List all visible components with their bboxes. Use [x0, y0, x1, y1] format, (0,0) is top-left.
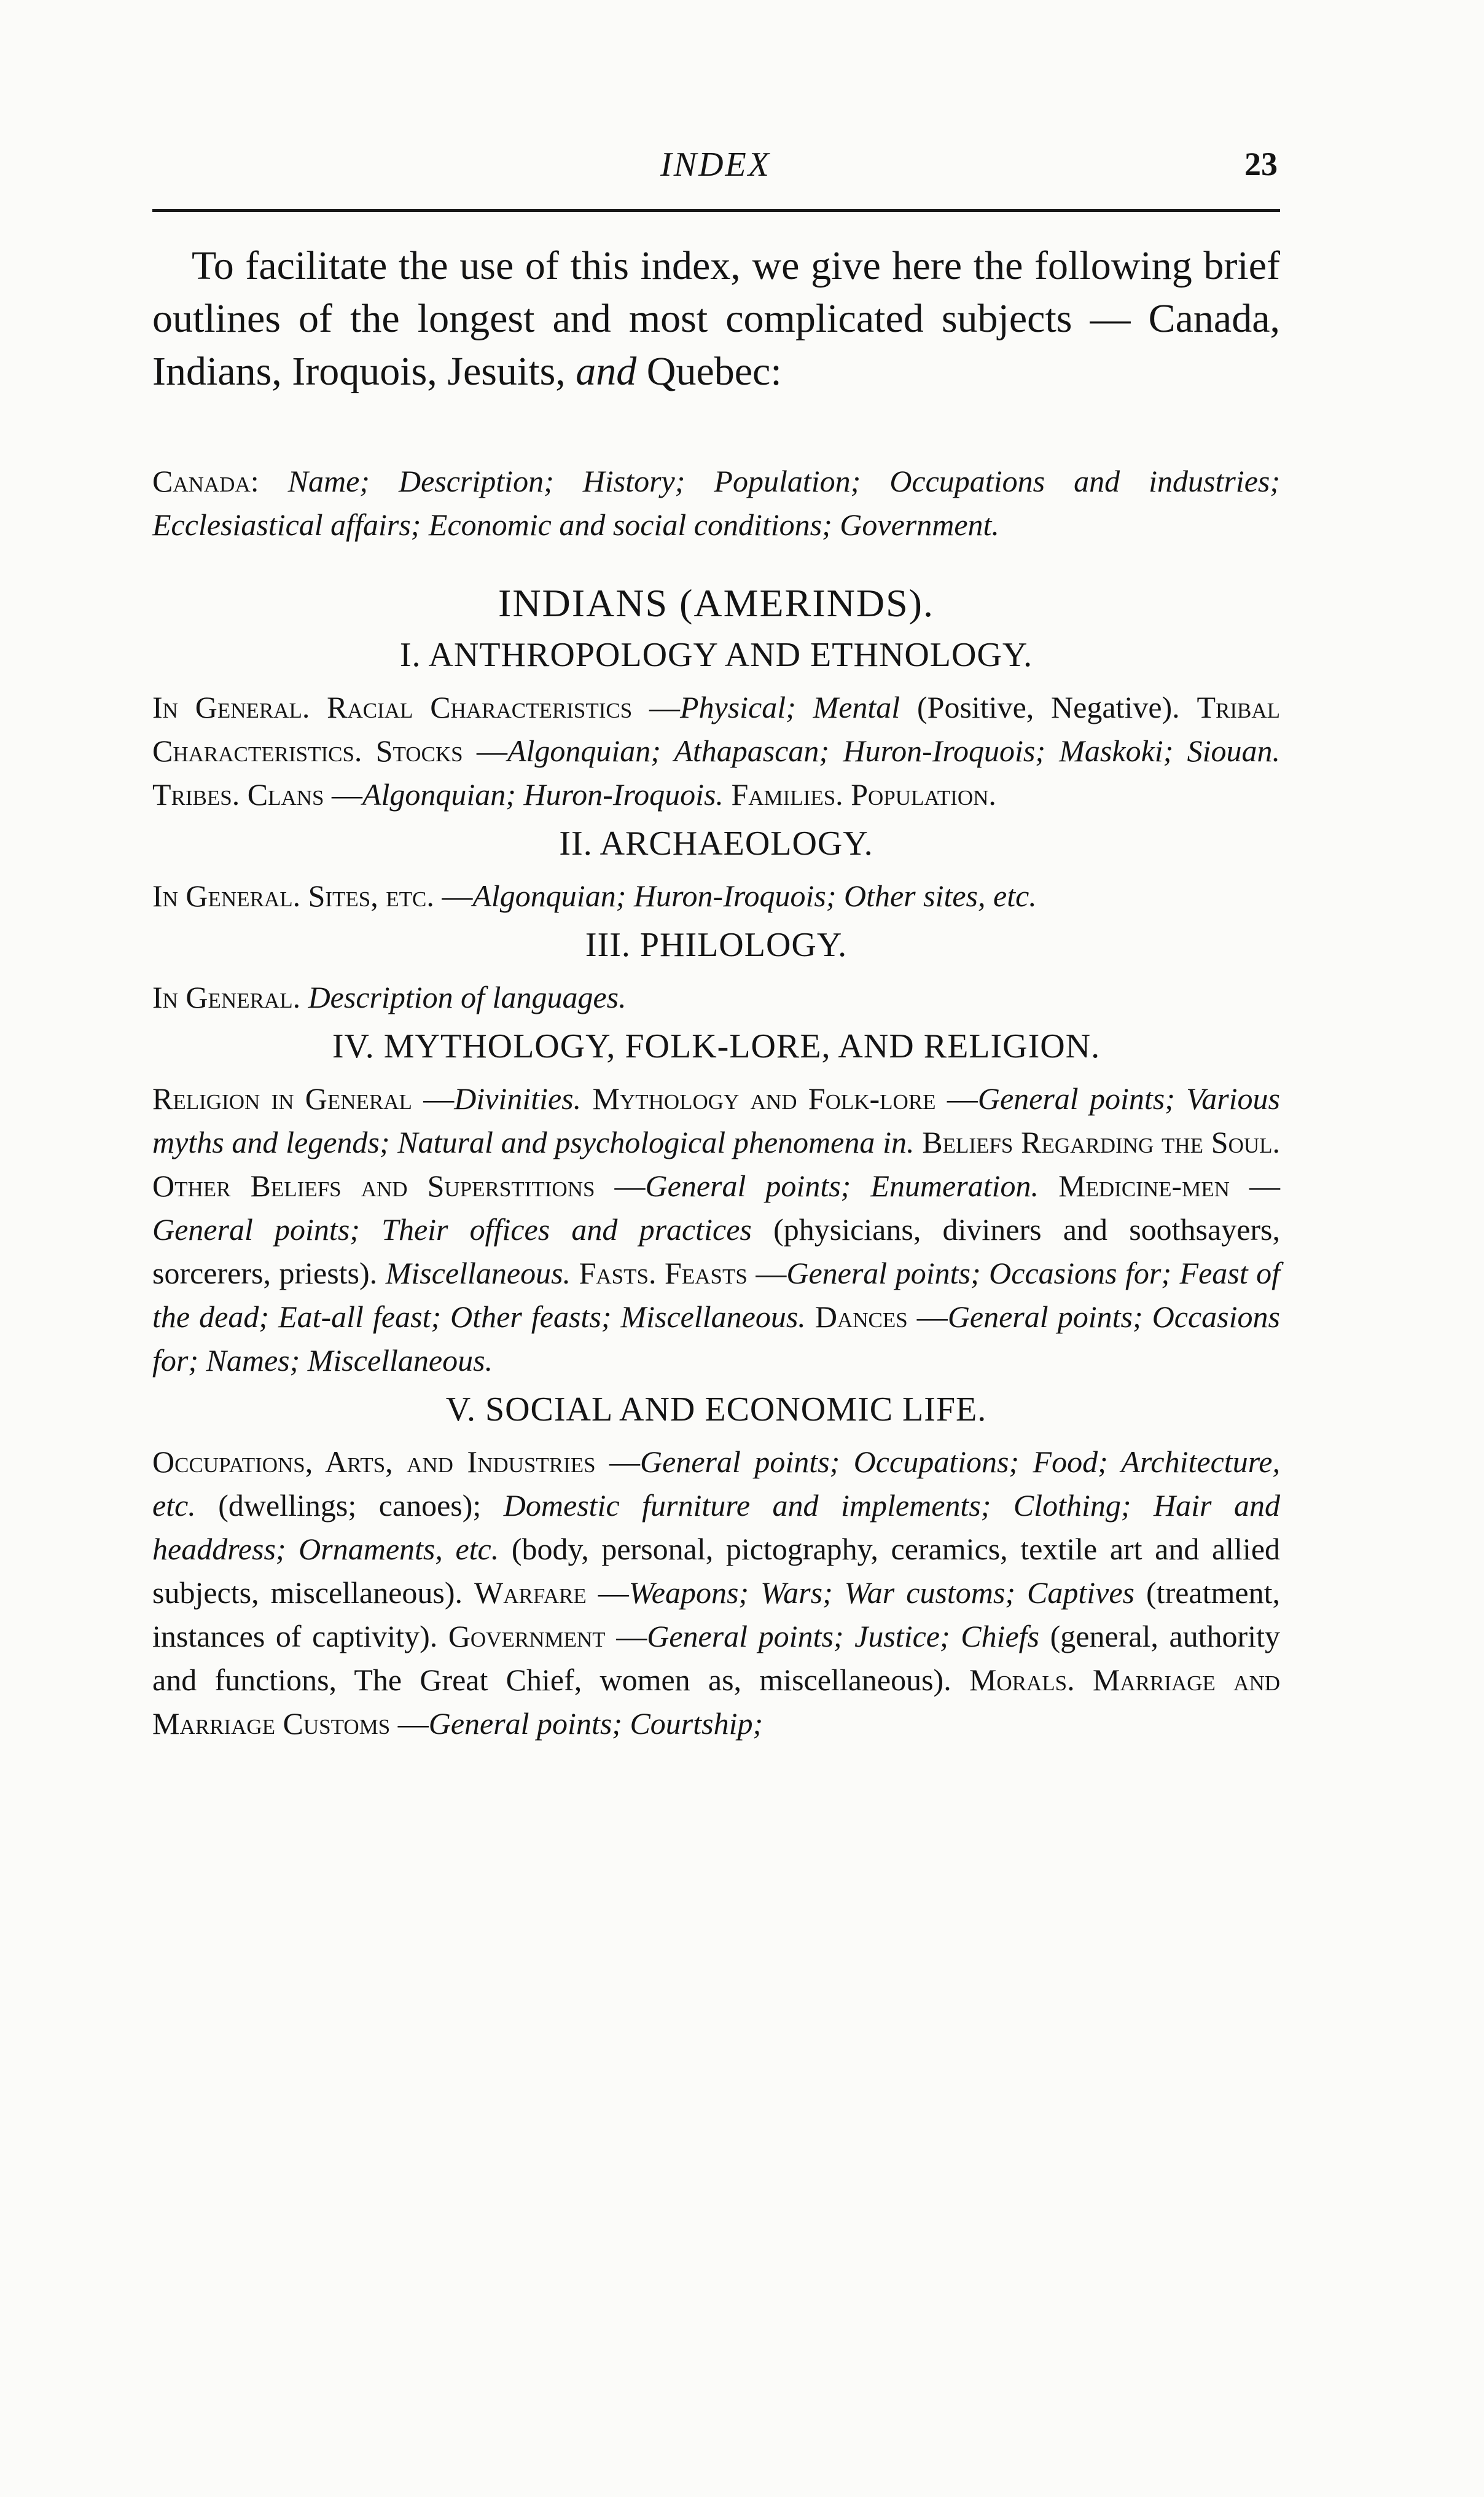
other-beliefs-items: General points; Enumeration.	[645, 1169, 1039, 1203]
racial-items: Physical; Mental	[679, 690, 900, 724]
medicine-items: General points; Their offices and practices	[152, 1212, 752, 1247]
intro-text: To facilitate the use of this index, we give here the following brief outlines of the longest and most complicated subjects — Canada, Indians, Iroquois, Jesuits,	[152, 243, 1280, 394]
occupations-items-continued: Domestic furniture and implements; Clothing; Hair and headdress; Ornaments, etc.	[152, 1488, 1280, 1566]
medicine-note: (physicians, diviners and soothsayers, sorcerers, priests).	[152, 1212, 1281, 1290]
occupations-note-continued: (body, personal, pictography, ceramics, textile art and allied subjects, miscellaneous).	[152, 1532, 1281, 1610]
religion-label: Religion in General —	[152, 1081, 455, 1116]
in-general-label: In General.	[152, 690, 310, 724]
warfare-items: Weapons; Wars; War customs; Captives	[628, 1575, 1135, 1610]
intro-and: and	[576, 349, 637, 394]
occupations-note: (dwellings; canoes);	[218, 1488, 482, 1523]
other-beliefs-label: Other Beliefs and Superstitions —	[152, 1169, 646, 1203]
mythology-items: General points; Various myths and legends; Natural and psychological phenomena in.	[152, 1081, 1281, 1159]
social-economic-outline	[152, 1440, 1280, 1746]
families-label: Families.	[731, 777, 843, 812]
miscellaneous-label: Miscellaneous.	[385, 1256, 571, 1290]
beliefs-soul-label: Beliefs Regarding the Soul.	[922, 1125, 1280, 1159]
feasts-label: Feasts —	[665, 1256, 787, 1290]
stocks-label: Stocks —	[375, 734, 507, 768]
tribes-label: Tribes.	[152, 777, 240, 812]
intro-paragraph	[152, 240, 1280, 398]
canada-label: Canada:	[152, 464, 259, 498]
section-mythology-heading: IV. MYTHOLOGY, FOLK-LORE, AND RELIGION.	[332, 1027, 1101, 1065]
philology-items: Description of languages.	[308, 980, 627, 1014]
warfare-label: Warfare —	[474, 1575, 629, 1610]
stocks-items: Algonquian; Athapascan; Huron-Iroquois; Maskoki; Siouan.	[507, 734, 1280, 768]
section-archaeology-heading: II. ARCHAEOLOGY.	[559, 825, 873, 863]
clans-items: Algonquian; Huron-Iroquois.	[362, 777, 724, 812]
fasts-label: Fasts.	[579, 1256, 657, 1290]
philology-outline	[152, 976, 1280, 1019]
population-label: Population.	[851, 777, 996, 812]
section-philology-heading: III. PHILOLOGY.	[585, 926, 848, 964]
racial-label: Racial Characteristics —	[327, 690, 680, 724]
running-title: INDEX	[660, 146, 771, 184]
sites-items: Algonquian; Huron-Iroquois; Other sites, etc.	[472, 879, 1037, 913]
feasts-items: General points; Occasions for; Feast of the dead; Eat-all feast; Other feasts; Miscellaneous.	[152, 1256, 1281, 1334]
header-rule	[152, 209, 1280, 212]
government-items: General points; Justice; Chiefs	[647, 1619, 1040, 1653]
religion-items: Divinities.	[454, 1081, 582, 1116]
government-note: (general, authority and functions, The Great Chief, women as, miscellaneous).	[152, 1619, 1280, 1697]
marriage-items: General points; Courtship;	[428, 1706, 763, 1741]
in-general-label: In General.	[152, 980, 301, 1014]
section-social-economic-heading: V. SOCIAL AND ECONOMIC LIFE.	[445, 1390, 987, 1429]
indians-title: INDIANS (AMERINDS).	[498, 581, 934, 625]
section-anthropology-heading: I. ANTHROPOLOGY AND ETHNOLOGY.	[399, 636, 1033, 674]
dances-label: Dances —	[814, 1299, 948, 1334]
marriage-label: Marriage and Marriage Customs —	[152, 1663, 1280, 1741]
morals-label: Morals.	[969, 1663, 1075, 1697]
racial-note: (Positive, Negative).	[916, 690, 1180, 724]
archaeology-outline	[152, 874, 1280, 918]
warfare-note: (treatment, instances of captivity).	[152, 1575, 1280, 1653]
canada-items: Name; Description; History; Population; Occupations and industries; Ecclesiastical affairs; Economic and social conditions; Government.	[152, 464, 1280, 542]
index-outline	[152, 460, 1280, 1749]
running-head	[154, 145, 1278, 194]
dances-items: General points; Occasions for; Names; Miscellaneous.	[152, 1299, 1280, 1378]
occupations-label: Occupations, Arts, and Industries —	[152, 1444, 641, 1479]
mythology-outline	[152, 1077, 1280, 1382]
canada-outline	[152, 460, 1280, 547]
mythology-label: Mythology and Folk-lore —	[592, 1081, 978, 1116]
anthropology-outline	[152, 686, 1280, 817]
clans-label: Clans —	[247, 777, 362, 812]
intro-quebec: Quebec:	[646, 349, 782, 394]
government-label: Government —	[448, 1619, 647, 1653]
tribal-label: Tribal Characteristics.	[152, 690, 1281, 768]
page-number: 23	[1244, 146, 1278, 182]
medicine-men-label: Medicine-men —	[1058, 1169, 1280, 1203]
in-general-label: In General.	[152, 879, 301, 913]
occupations-items: General points; Occupations; Food; Architecture, etc.	[152, 1444, 1280, 1523]
sites-label: Sites, etc. —	[308, 879, 473, 913]
